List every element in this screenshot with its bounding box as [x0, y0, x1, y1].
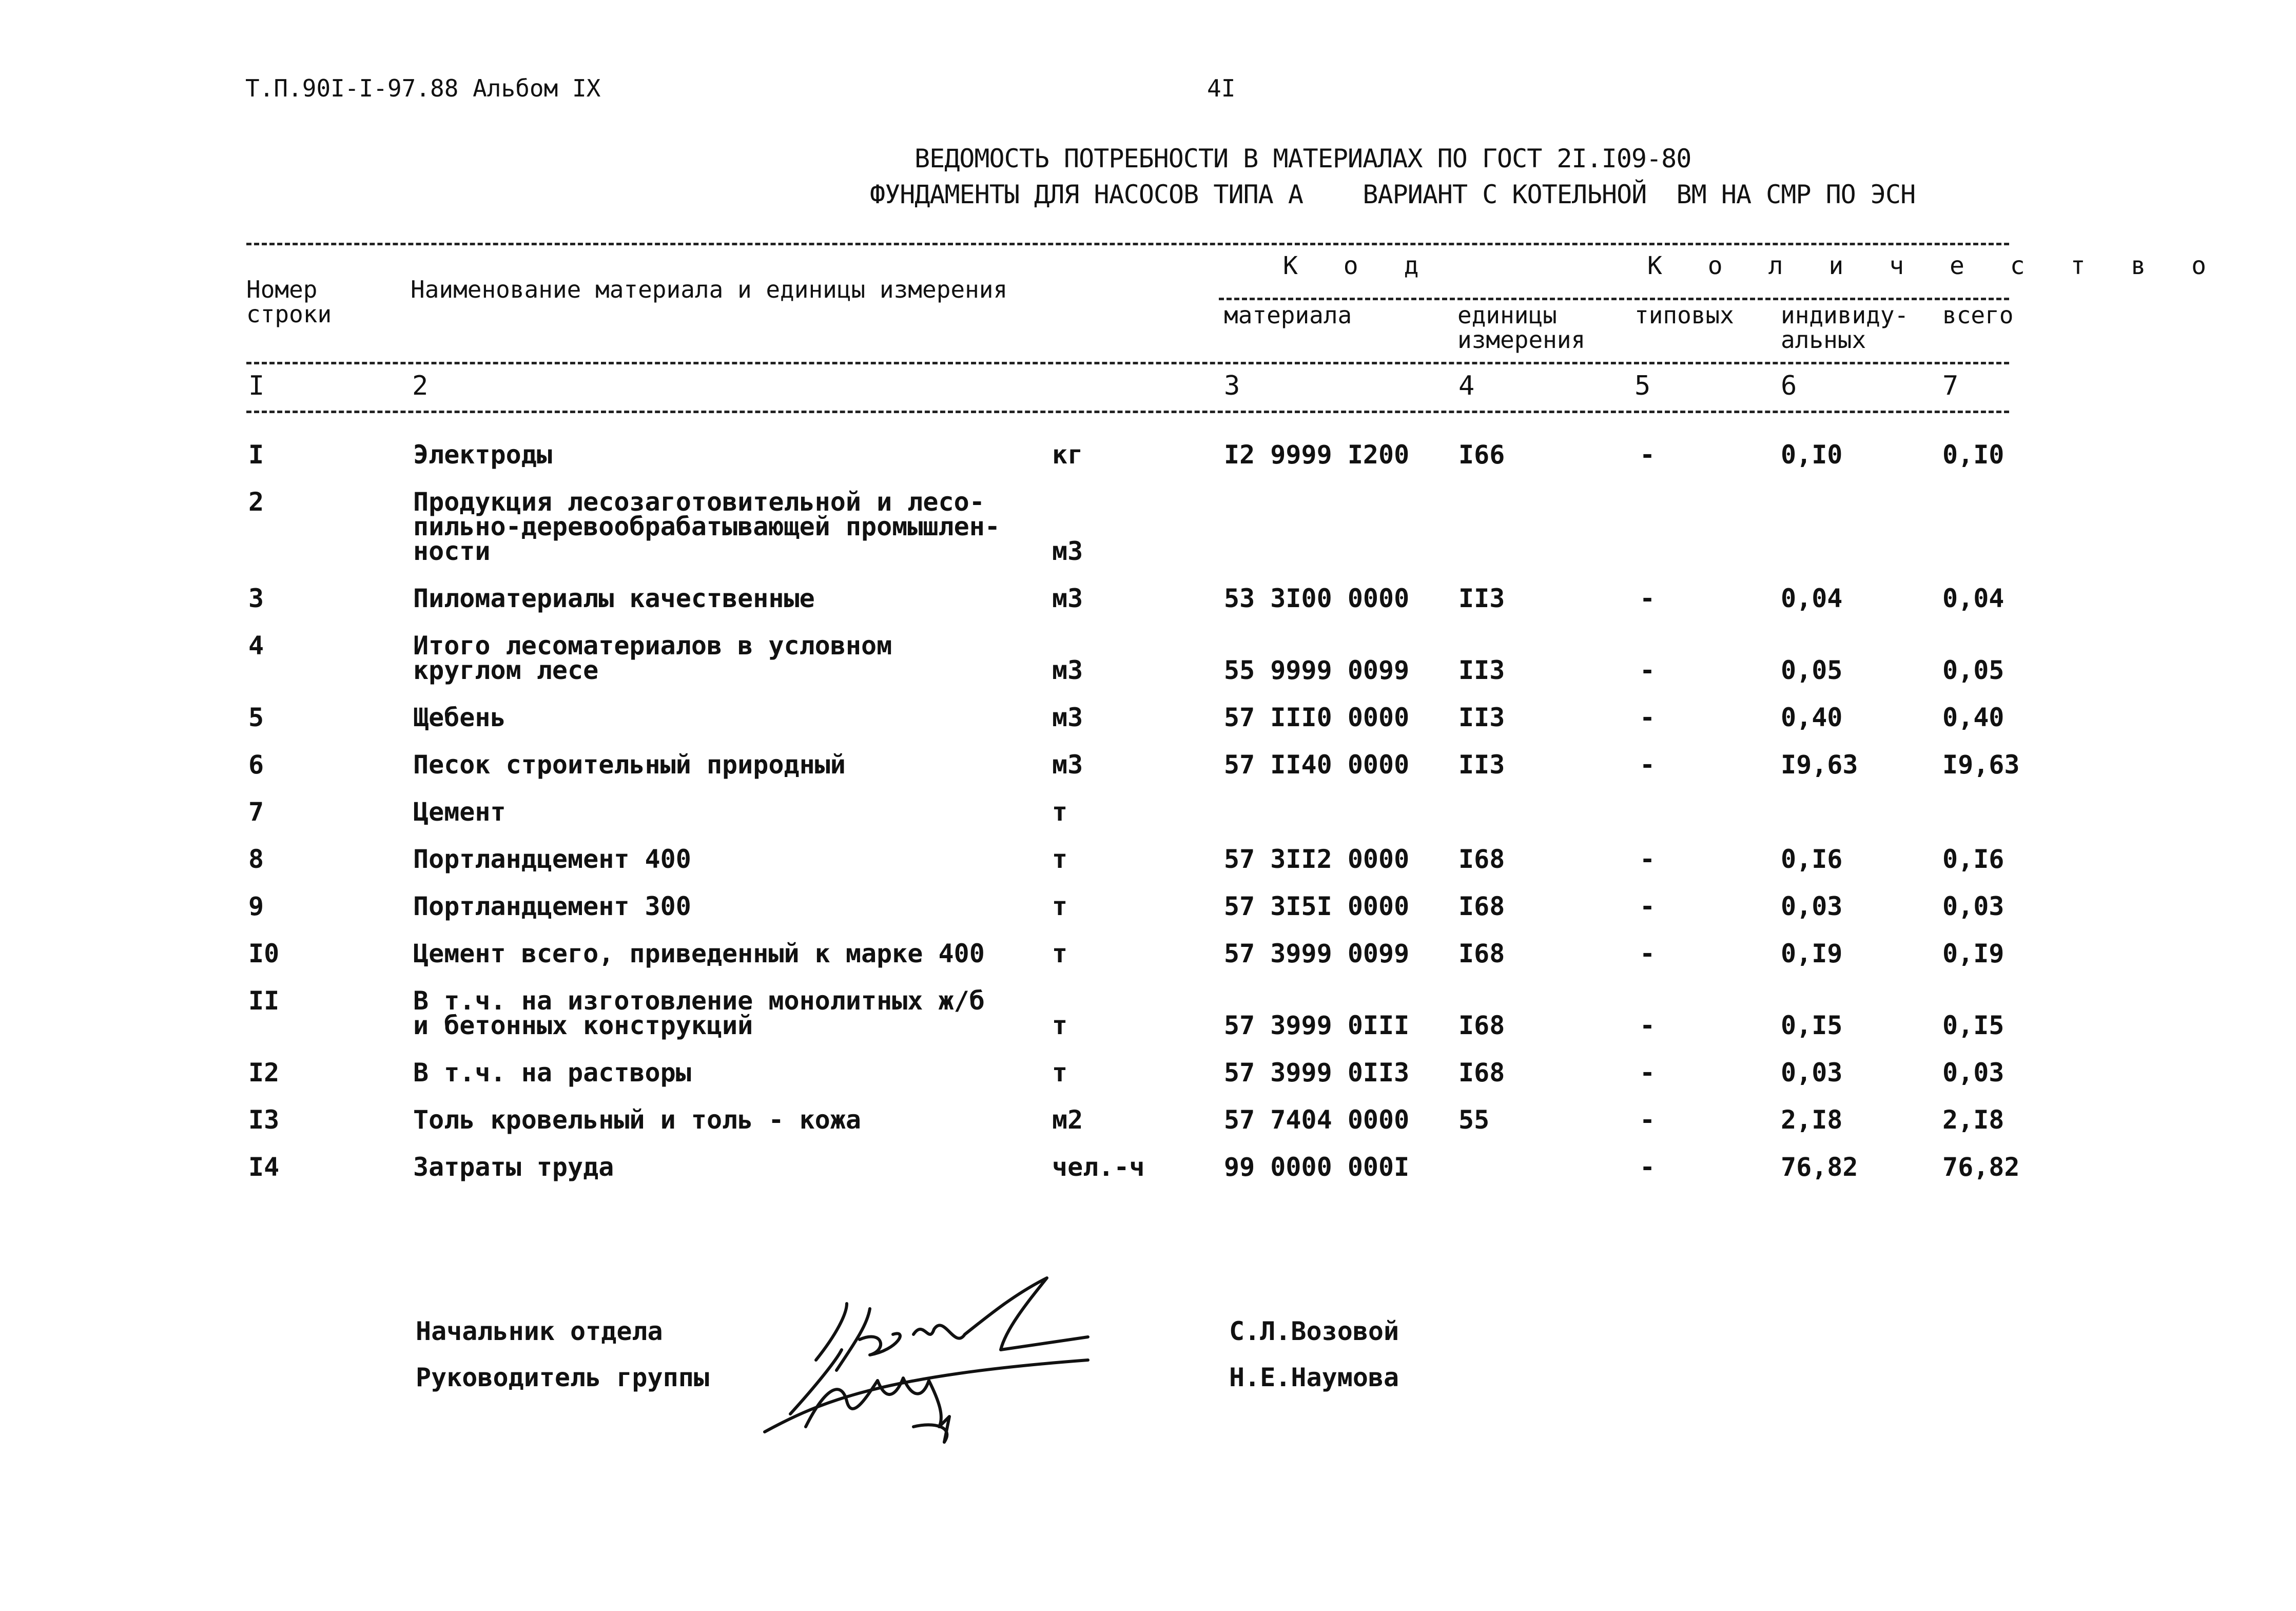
quantity-typical: -: [1640, 891, 1656, 921]
quantity-typical: -: [1640, 1011, 1656, 1040]
quantity-total: 0,I6: [1942, 844, 2005, 874]
quantity-total: 76,82: [1942, 1152, 2020, 1182]
unit-of-measure: т: [1052, 1011, 1068, 1040]
title-line-1: ВЕДОМОСТЬ ПОТРЕБНОСТИ В МАТЕРИАЛАХ ПО ГОСТ 2I.I09-80: [914, 144, 1691, 173]
quantity-individual: 0,I9: [1781, 939, 1843, 968]
quantity-individual: 0,03: [1781, 891, 1843, 921]
material-name-line: Пиломатериалы качественные: [413, 584, 815, 613]
quantity-total: 0,05: [1942, 655, 2005, 685]
row-number: II: [248, 986, 280, 1016]
unit-of-measure: м3: [1052, 655, 1083, 685]
material-name: [413, 1058, 691, 1088]
material-name: [413, 633, 892, 683]
material-name: [413, 891, 691, 921]
quantity-individual: 2,I8: [1781, 1105, 1843, 1135]
col-number-2: 2: [412, 371, 429, 401]
row-number: 2: [248, 487, 264, 517]
document-reference: Т.П.90I-I-97.88 Альбом IX: [245, 74, 601, 102]
quantity-total: 0,03: [1942, 891, 2005, 921]
material-code: 57 II40 0000: [1224, 750, 1410, 780]
row-number: I3: [248, 1105, 280, 1135]
row-number: 5: [248, 703, 264, 732]
row-number: 8: [248, 844, 264, 874]
title-line-2: ФУНДАМЕНТЫ ДЛЯ НАСОСОВ ТИПА А ВАРИАНТ С КОТЕЛЬНОЙ ВМ НА СМР ПО ЭСН: [870, 180, 1916, 209]
handwritten-signatures: [760, 1273, 1108, 1458]
quantity-total: 0,I5: [1942, 1011, 2005, 1040]
unit-code: I66: [1458, 440, 1505, 470]
quantity-typical: -: [1640, 584, 1656, 613]
quantity-total: 0,I0: [1942, 440, 2005, 470]
material-code: 57 3999 0III: [1224, 1011, 1410, 1040]
material-name: [413, 750, 846, 780]
material-name: [413, 988, 985, 1038]
material-code: 57 3999 0099: [1224, 939, 1410, 968]
quantity-typical: -: [1640, 1105, 1656, 1135]
quantity-total: 0,40: [1942, 703, 2005, 732]
col-material-code-header: материала: [1224, 301, 1352, 329]
signature-name-1: С.Л.Возовой: [1229, 1316, 1399, 1346]
quantity-typical: -: [1640, 750, 1656, 780]
row-number: I0: [248, 939, 280, 968]
row-number: 9: [248, 891, 264, 921]
unit-code: I68: [1458, 939, 1505, 968]
col-number-1: I: [248, 371, 265, 401]
quantity-typical: -: [1640, 703, 1656, 732]
material-code: I2 9999 I200: [1224, 440, 1410, 470]
material-code: 57 3II2 0000: [1224, 844, 1410, 874]
quantity-individual: 0,I5: [1781, 1011, 1843, 1040]
material-name-line: и бетонных конструкций: [413, 1011, 753, 1040]
material-name-line: круглом лесе: [413, 655, 599, 685]
unit-code: I68: [1458, 1058, 1505, 1088]
material-name: [413, 1105, 861, 1135]
quantity-total: 0,I9: [1942, 939, 2005, 968]
unit-of-measure: м2: [1052, 1105, 1083, 1135]
quantity-group-header: К о л и ч е с т в о: [1647, 251, 2222, 280]
unit-of-measure: т: [1052, 844, 1068, 874]
quantity-individual: 76,82: [1781, 1152, 1858, 1182]
unit-code: II3: [1458, 750, 1505, 780]
signature-name-2: Н.Е.Наумова: [1229, 1363, 1399, 1392]
col-typical-header: типовых: [1635, 301, 1734, 329]
material-code: 57 3I5I 0000: [1224, 891, 1410, 921]
col-individual-header: индивиду- альных: [1781, 301, 1909, 354]
material-name-line: ности: [413, 536, 491, 566]
quantity-individual: I9,63: [1781, 750, 1858, 780]
rule-header-bottom: [246, 362, 2009, 364]
quantity-individual: 0,40: [1781, 703, 1843, 732]
col-unit-code-header: единицы измерения: [1457, 301, 1586, 354]
unit-of-measure: м3: [1052, 536, 1083, 566]
material-name: [413, 1152, 614, 1182]
unit-of-measure: т: [1052, 891, 1068, 921]
quantity-typical: -: [1640, 1152, 1656, 1182]
material-name-line: Затраты труда: [413, 1152, 614, 1182]
material-name: [413, 705, 506, 730]
unit-code: I68: [1458, 891, 1505, 921]
material-code: 55 9999 0099: [1224, 655, 1410, 685]
unit-of-measure: т: [1052, 939, 1068, 968]
material-name: [413, 440, 552, 470]
unit-code: I68: [1458, 844, 1505, 874]
unit-of-measure: м3: [1052, 703, 1083, 732]
material-name-line: Портландцемент 300: [413, 891, 691, 921]
rule-subheader: [1219, 298, 2009, 300]
quantity-individual: 0,05: [1781, 655, 1843, 685]
material-name-line: Итого лесоматериалов в условном: [413, 631, 892, 661]
quantity-individual: 0,I6: [1781, 844, 1843, 874]
quantity-total: 0,03: [1942, 1058, 2005, 1088]
col-number-3: 3: [1224, 371, 1240, 401]
material-name-line: Цемент: [413, 797, 506, 827]
material-name-line: Цемент всего, приведенный к марке 400: [413, 939, 985, 968]
material-name-line: Электроды: [413, 440, 552, 470]
quantity-total: 0,04: [1942, 584, 2005, 613]
quantity-individual: 0,I0: [1781, 440, 1843, 470]
code-group-header: К о д: [1283, 251, 1434, 280]
unit-code: 55: [1458, 1105, 1490, 1135]
quantity-total: 2,I8: [1942, 1105, 2005, 1135]
unit-of-measure: т: [1052, 797, 1068, 827]
quantity-individual: 0,04: [1781, 584, 1843, 613]
row-number: 4: [248, 631, 264, 661]
unit-code: II3: [1458, 584, 1505, 613]
row-number: I4: [248, 1152, 280, 1182]
quantity-typical: -: [1640, 655, 1656, 685]
rule-top: [246, 243, 2009, 245]
material-code: 99 0000 000I: [1224, 1152, 1410, 1182]
material-name: [413, 941, 985, 966]
material-code: 53 3I00 0000: [1224, 584, 1410, 613]
row-number: I2: [248, 1058, 280, 1088]
material-code: 57 III0 0000: [1224, 703, 1410, 732]
col-number-5: 5: [1635, 371, 1651, 401]
row-number: 3: [248, 584, 264, 613]
unit-code: I68: [1458, 1011, 1505, 1040]
material-name: [413, 797, 506, 827]
signature-role-head: Начальник отдела: [416, 1316, 663, 1346]
quantity-total: I9,63: [1942, 750, 2020, 780]
rule-numbers-bottom: [246, 411, 2009, 413]
quantity-typical: -: [1640, 1058, 1656, 1088]
page-number: 4I: [1207, 74, 1236, 102]
quantity-typical: -: [1640, 440, 1656, 470]
material-name-line: В т.ч. на растворы: [413, 1058, 691, 1088]
col-number-6: 6: [1781, 371, 1797, 401]
col-row-number-header: Номер строки: [246, 276, 332, 328]
quantity-typical: -: [1640, 939, 1656, 968]
quantity-individual: 0,03: [1781, 1058, 1843, 1088]
row-number: 7: [248, 797, 264, 827]
unit-of-measure: т: [1052, 1058, 1068, 1088]
material-name: [413, 844, 691, 874]
col-number-4: 4: [1458, 371, 1475, 401]
col-total-header: всего: [1942, 301, 2014, 329]
unit-of-measure: кг: [1052, 440, 1083, 470]
unit-code: II3: [1458, 655, 1505, 685]
unit-of-measure: м3: [1052, 750, 1083, 780]
signature-role-group-leader: Руководитель группы: [416, 1363, 709, 1392]
unit-of-measure: м3: [1052, 584, 1083, 613]
unit-of-measure: чел.-ч: [1052, 1152, 1145, 1182]
quantity-typical: -: [1640, 844, 1656, 874]
row-number: 6: [248, 750, 264, 780]
material-name-line: Продукция лесозаготовительной и лесо-: [413, 487, 985, 517]
material-name-line: пильно-деревообрабатывающей промышлен-: [413, 512, 1000, 541]
unit-code: II3: [1458, 703, 1505, 732]
material-name-line: Толь кровельный и толь - кожа: [413, 1105, 861, 1135]
row-number: I: [248, 440, 264, 470]
material-name: [413, 487, 1000, 566]
material-name-line: Портландцемент 400: [413, 844, 691, 874]
material-code: 57 7404 0000: [1224, 1105, 1410, 1135]
material-code: 57 3999 0II3: [1224, 1058, 1410, 1088]
col-number-7: 7: [1942, 371, 1959, 401]
material-name-line: Песок строительный природный: [413, 750, 846, 780]
col-name-header: Наименование материала и единицы измерения: [411, 276, 1008, 303]
material-name: [413, 586, 815, 611]
material-name-line: В т.ч. на изготовление монолитных ж/б: [413, 986, 985, 1016]
material-name-line: Щебень: [413, 703, 506, 732]
